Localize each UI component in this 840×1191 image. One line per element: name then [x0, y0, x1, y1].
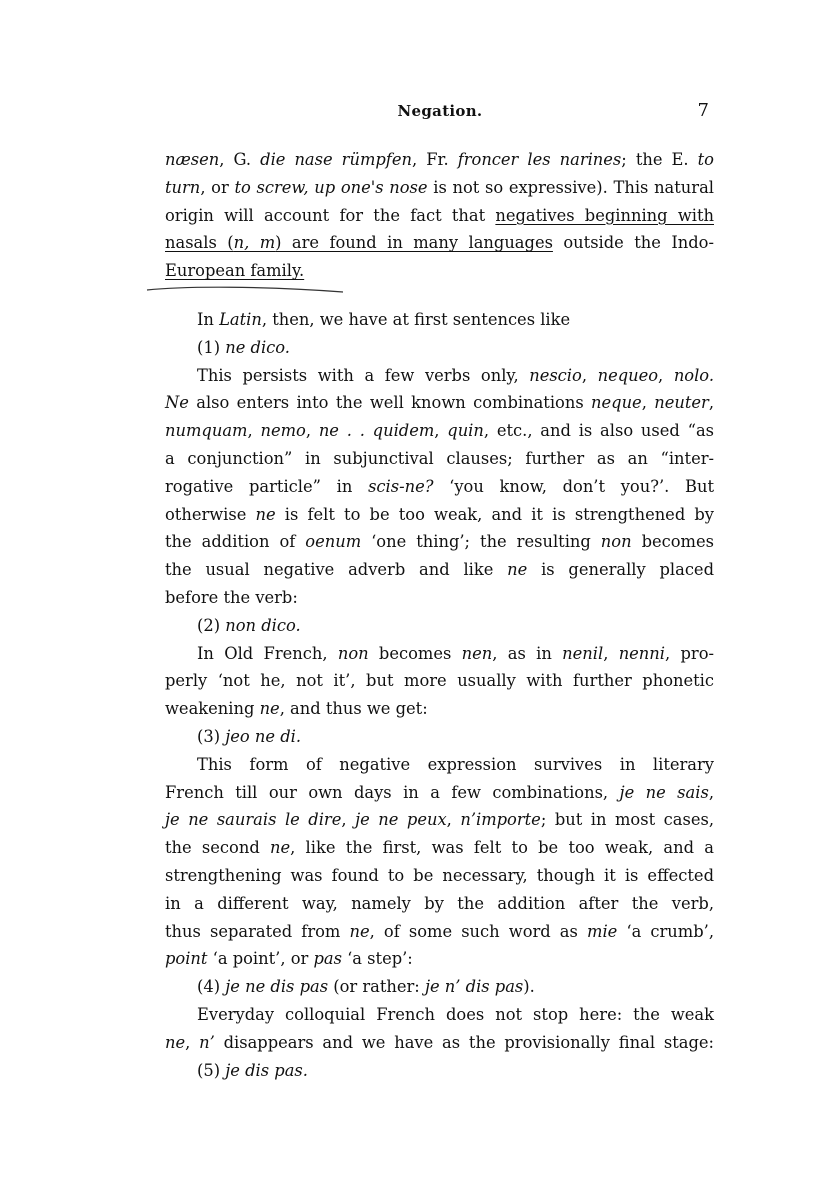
text-line: næsen, G. die nase rümpfen, Fr. froncer les narines; the E. to: [165, 150, 714, 169]
text-line: rogative particle” in scis-ne? ‘you know, don’t you?’. But: [165, 476, 715, 496]
running-header: [165, 102, 715, 126]
text-line: ne, n’ disappears and we have as the provisionally final stage:: [165, 1032, 714, 1052]
text-line: otherwise ne is felt to be too weak, and it is strengthened by: [165, 504, 715, 524]
body-text: [165, 146, 714, 1084]
text-line: European family.: [165, 261, 305, 281]
text-line: numquam, nemo, ne . . quidem, quin, etc., and is also used “as: [165, 421, 715, 441]
example-line: (5) je dis pas.: [197, 1060, 308, 1080]
running-title: Negation.: [397, 102, 483, 120]
text-line: weakening ne, and thus we get:: [165, 699, 428, 719]
underlined-passage: negatives beginning with: [495, 205, 714, 225]
text-line: je ne saurais le dire, je ne peux, n’importe; but in most cases,: [165, 810, 714, 830]
text-line: strengthening was found to be necessary, though it is effected: [165, 865, 714, 885]
text-line: point ‘a point’, or pas ‘a step’:: [165, 949, 413, 969]
text-line: nasals (n, m) are found in many languages outside the Indo-: [165, 233, 714, 253]
text-line: In Latin, then, we have at first sentences like: [197, 309, 571, 329]
text-line: the second ne, like the first, was felt to be too weak, and a: [165, 838, 714, 858]
text-line: origin will account for the fact that negatives beginning with: [165, 205, 714, 225]
example-line: (1) ne dico.: [197, 337, 290, 357]
text-line: French till our own days in a few combinations, je ne sais,: [165, 782, 714, 802]
text-line: in a different way, namely by the addition after the verb,: [165, 893, 714, 913]
example-line: (3) jeo ne di.: [197, 726, 302, 746]
text-line: the usual negative adverb and like ne is generally placed: [165, 560, 714, 580]
text-line: This form of negative expression survives in literary: [197, 754, 714, 774]
page-number: 7: [697, 100, 709, 121]
text-line: a conjunction” in subjunctival clauses; further as an “inter-: [165, 448, 714, 468]
text-line: thus separated from ne, of some such word as mie ‘a crumb’,: [165, 921, 714, 941]
text-line: In Old French, non becomes nen, as in nenil, nenni, pro-: [197, 643, 714, 663]
text-line: Ne also enters into the well known combinations neque, neuter,: [165, 393, 714, 413]
example-line: (2) non dico.: [197, 615, 301, 635]
text-line: turn, or to screw, up one's nose is not so expressive). This natural: [165, 177, 714, 197]
example-line: (4) je ne dis pas (or rather: je n’ dis pas).: [197, 977, 535, 997]
text-line: before the verb:: [165, 587, 298, 607]
text-line: This persists with a few verbs only, nescio, nequeo, nolo.: [197, 365, 714, 385]
text-line: the addition of oenum ‘one thing’; the resulting non becomes: [165, 532, 714, 552]
text-line: perly ‘not he, not it’, but more usually with further phonetic: [165, 671, 714, 691]
text-line: Everyday colloquial French does not stop here: the weak: [197, 1004, 714, 1024]
